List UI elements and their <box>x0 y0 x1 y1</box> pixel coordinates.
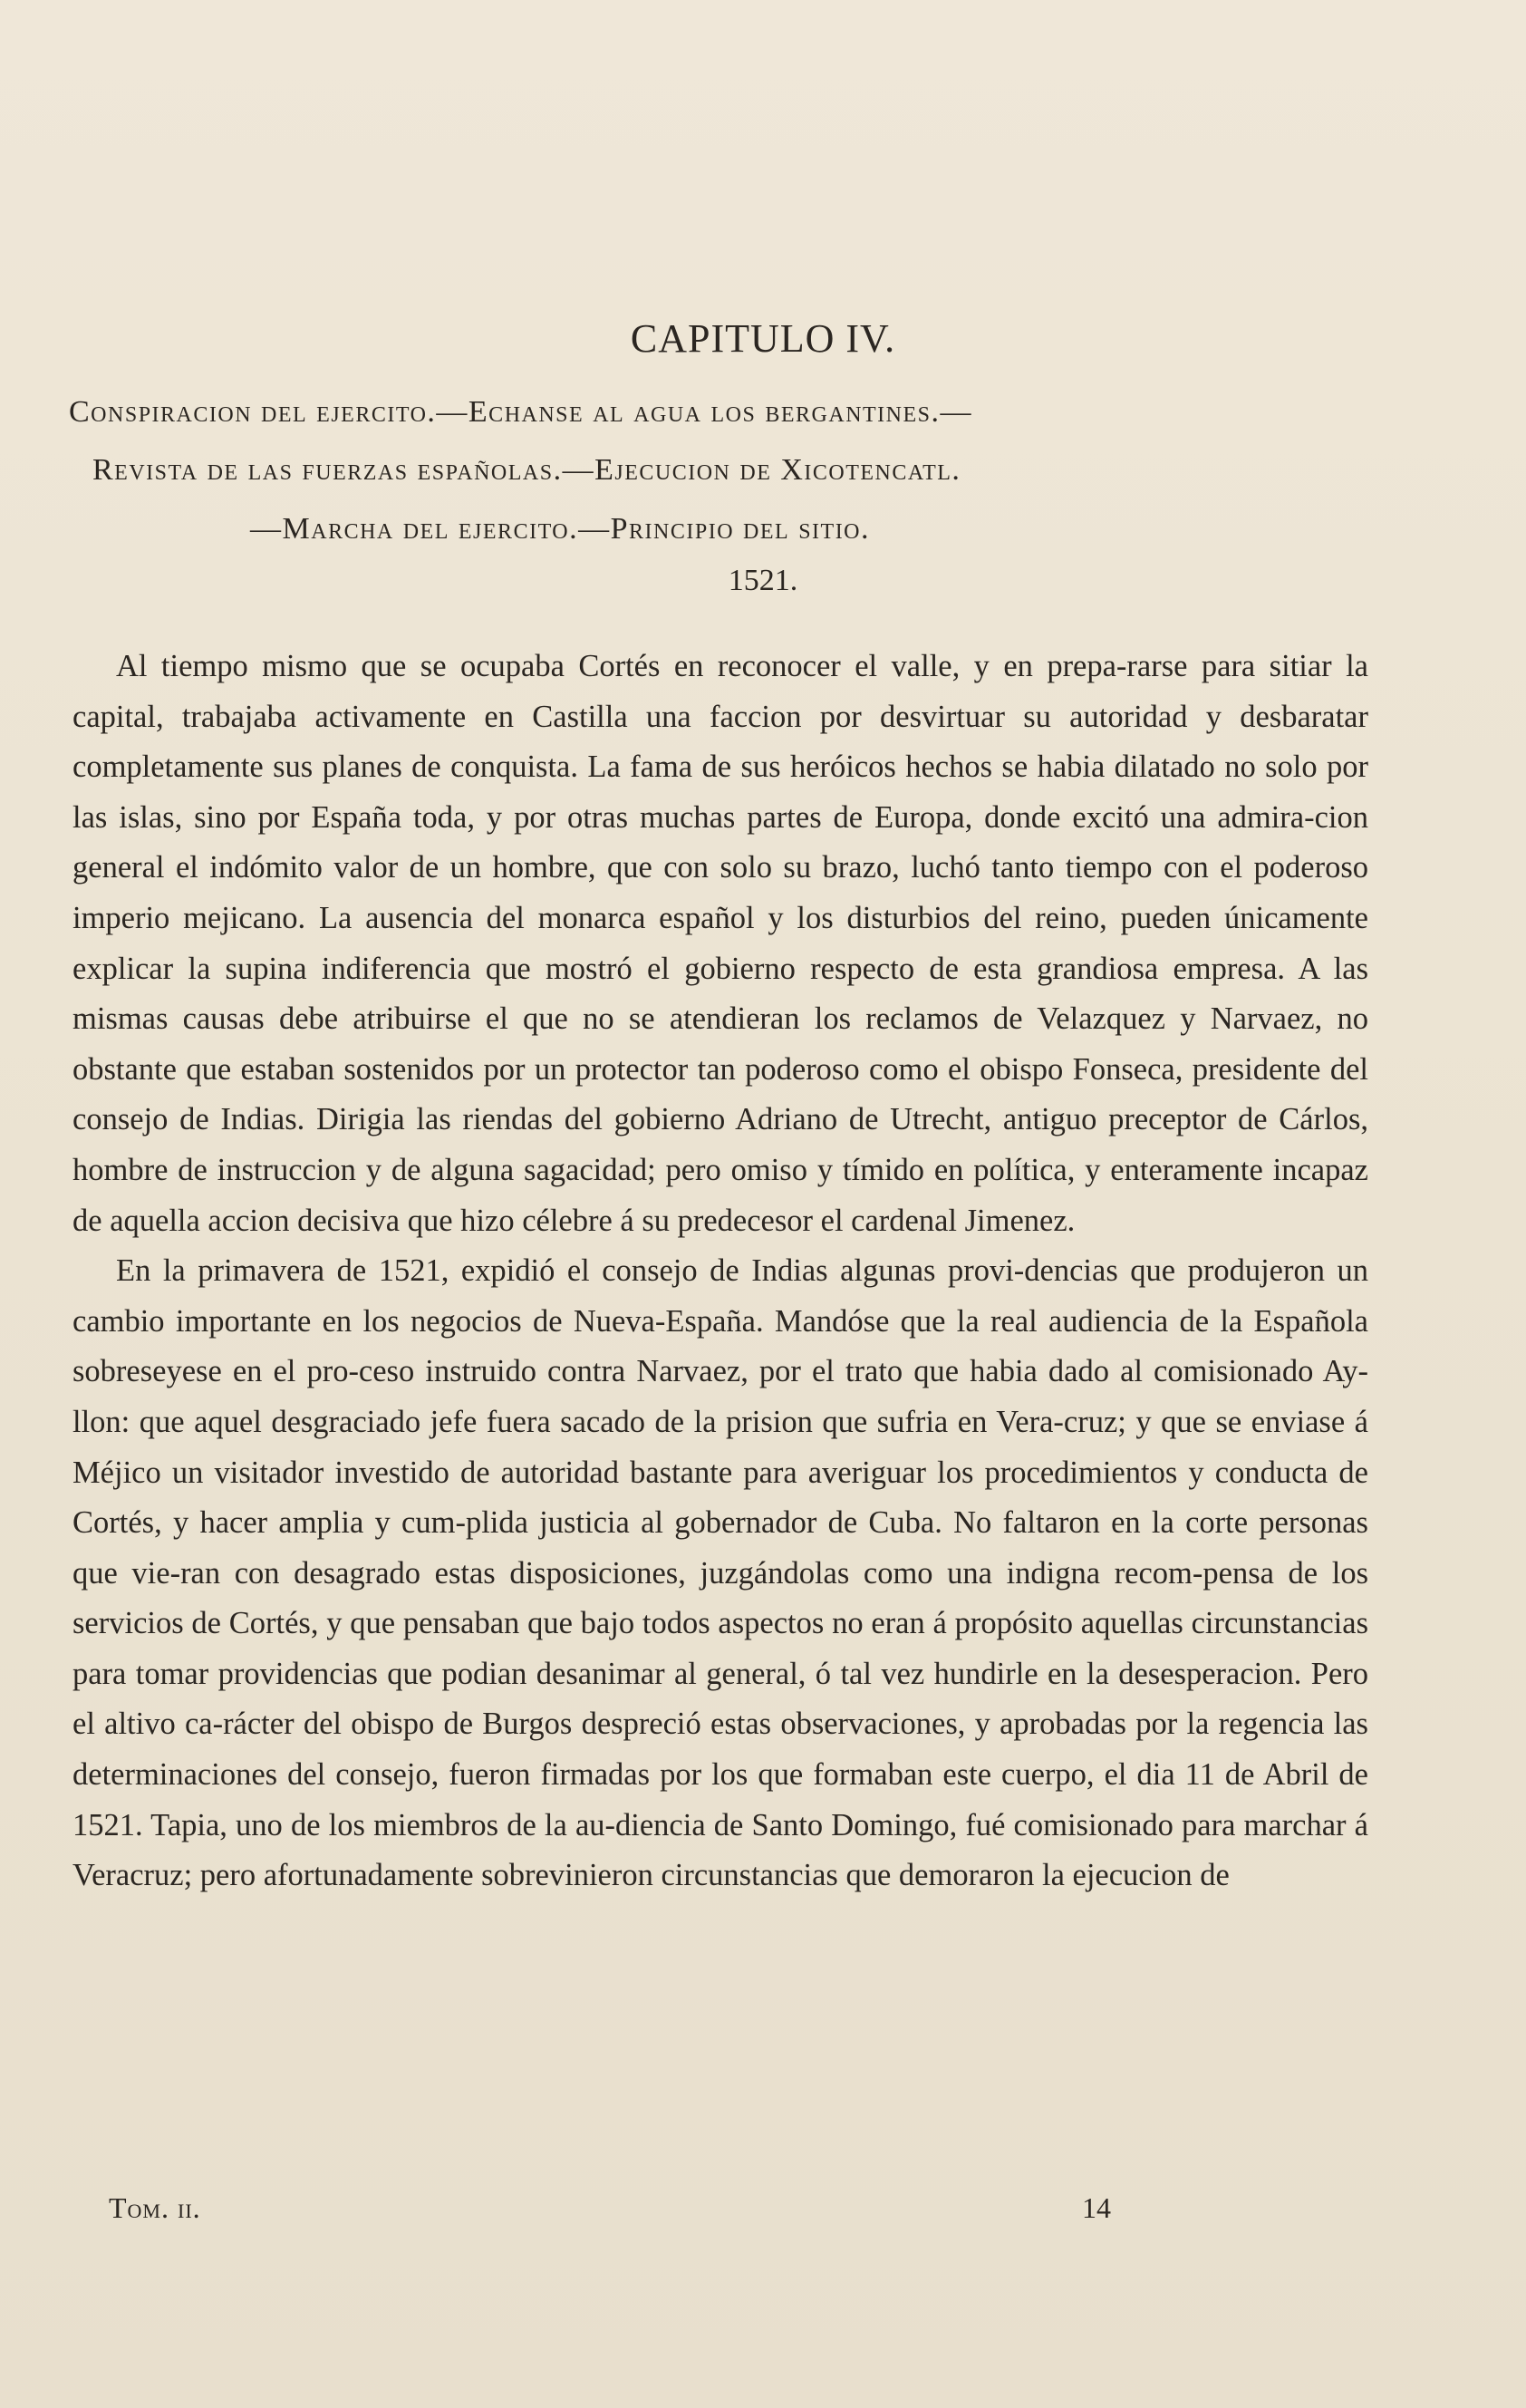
chapter-year: 1521. <box>728 564 798 597</box>
body-text <box>72 642 1368 1901</box>
paragraph: En la primavera de 1521, expidió el consejo de Indias algunas provi-dencias que produjeron un cambio importante en los negocios de Nueva-España. Mandóse que la real audiencia de la Española sobreseyese en el pro-ceso instruido contra Narvaez, por el trato que habia dado al comisionado Ay-llon: que aquel desgraciado jefe fuera sacado de la prision que sufria en Vera-cruz; y que se enviase á Méjico un visitador investido de autoridad bastante para averiguar los procedimientos y conducta de Cortés, y hacer amplia y cum-plida justicia al gobernador de Cuba. No faltaron en la corte personas que vie-ran con desagrado estas disposiciones, juzgándolas como una indigna recom-pensa de los servicios de Cortés, y que pensaban que bajo todos aspectos no eran á propósito aquellas circunstancias para tomar providencias que podian desanimar al general, ó tal vez hundirle en la desesperacion. Pero el altivo ca-rácter del obispo de Burgos despreció estas observaciones, y aprobadas por la regencia las determinaciones del consejo, fueron firmadas por los que formaban este cuerpo, el dia 11 de Abril de 1521. Tapia, uno de los miembros de la au-diencia de Santo Domingo, fué comisionado para marchar á Veracruz; pero afortunadamente sobrevinieron circunstancias que demoraron la ejecucion de <box>72 1253 1368 1893</box>
chapter-summary-line: Revista de las fuerzas españolas.—Ejecucion de Xicotencatl. <box>92 453 961 487</box>
signature-mark: 14 <box>1082 2191 1111 2224</box>
chapter-summary-line: —Marcha del ejercito.—Principio del sitio. <box>250 512 871 546</box>
chapter-title: CAPITULO IV. <box>630 316 896 361</box>
chapter-summary-line: Conspiracion del ejercito.—Echanse al agua los bergantines.— <box>69 395 973 429</box>
paragraph: Al tiempo mismo que se ocupaba Cortés en reconocer el valle, y en prepa-rarse para sitiar la capital, trabajaba activamente en Castilla una faccion por desvirtuar su autoridad y desbaratar completamente sus planes de conquista. La fama de sus heróicos hechos se habia dilatado no solo por las islas, sino por España toda, y por otras muchas partes de Europa, donde excitó una admira-cion general el indómito valor de un hombre, que con solo su brazo, luchó tanto tiempo con el poderoso imperio mejicano. La ausencia del monarca español y los disturbios del reino, pueden únicamente explicar la supina indiferencia que mostró el gobierno respecto de esta grandiosa empresa. A las mismas causas debe atribuirse el que no se atendieran los reclamos de Velazquez y Narvaez, no obstante que estaban sostenidos por un protector tan poderoso como el obispo Fonseca, presidente del consejo de Indias. Dirigia las riendas del gobierno Adriano de Utrecht, antiguo preceptor de Cárlos, hombre de instruccion y de alguna sagacidad; pero omiso y tímido en política, y enteramente incapaz de aquella accion decisiva que hizo célebre á su predecesor el cardenal Jimenez. <box>72 649 1368 1238</box>
volume-mark: Tom. ii. <box>109 2191 201 2224</box>
